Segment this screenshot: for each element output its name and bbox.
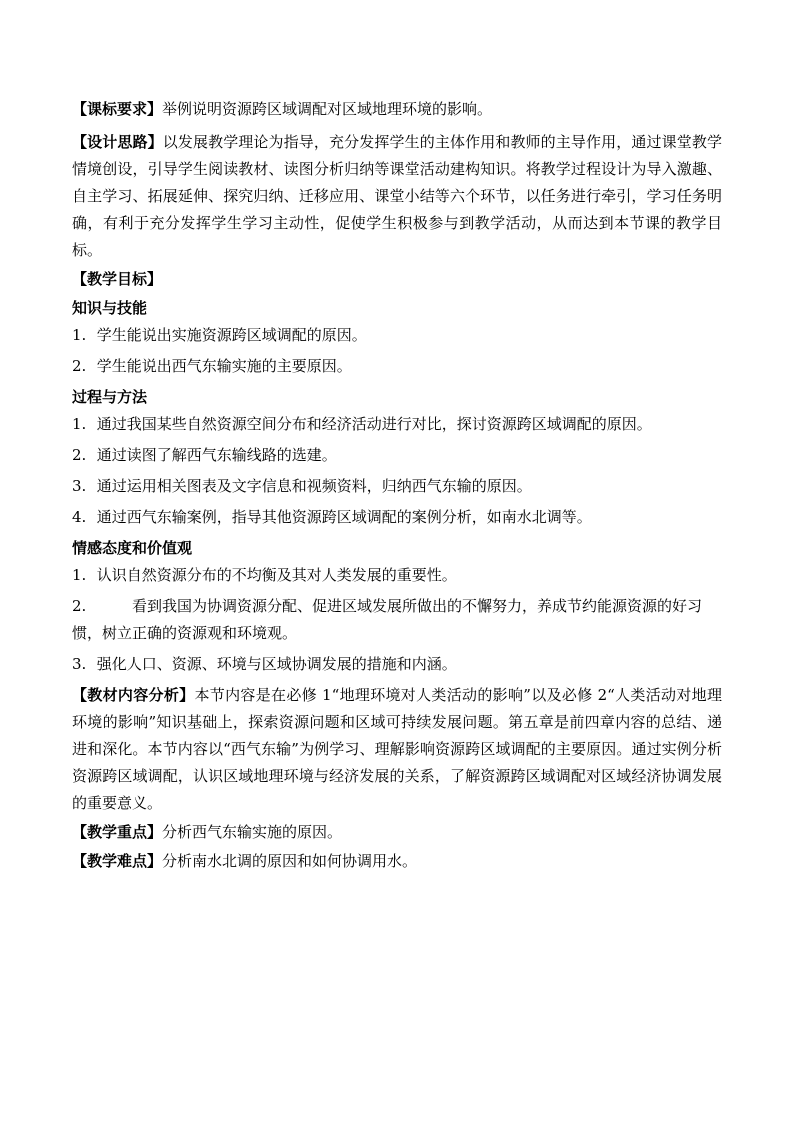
list-item	[72, 504, 722, 531]
list-item-text: 通过运用相关图表及文字信息和视频资料，归纳西气东输的原因。	[96, 477, 532, 495]
difficult-point-tag: 【教学难点】	[72, 852, 163, 870]
design-idea-text: 以发展教学理论为指导，充分发挥学生的主体作用和教师的主导作用，通过课堂教学情境创设，引导学生阅读教材、读图分析归纳等课堂活动建构知识。将教学过程设计为导入激趣、自主学习、拓展延伸、探究归纳、迁移应用、课堂小结等六个环节，以任务进行牵引，学习任务明确，有利于充分发挥学生学习主动性，促使学生积极参与到教学活动，从而达到本节课的教学目标。	[72, 133, 722, 259]
difficult-point	[72, 848, 722, 875]
list-item	[72, 651, 722, 678]
content-analysis-tag: 【教材内容分析】	[72, 686, 195, 704]
process-methods-heading: 过程与方法	[72, 388, 148, 406]
curriculum-standard-text: 举例说明资源跨区域调配对区域地理环境的影响。	[162, 100, 493, 118]
list-item-number: 1.	[72, 566, 87, 584]
content-analysis	[72, 682, 722, 817]
curriculum-standard-tag: 【课标要求】	[72, 100, 163, 118]
emotion-values-heading: 情感态度和价值观	[72, 539, 193, 557]
list-item-number: 4.	[72, 508, 87, 526]
list-item-number: 2.	[72, 357, 87, 375]
list-item-number: 2.	[72, 597, 87, 615]
list-item-text: 学生能说出西气东输实施的主要原因。	[96, 357, 352, 375]
list-item-text: 通过西气东输案例，指导其他资源跨区域调配的案例分析，如南水北调等。	[96, 508, 592, 526]
knowledge-skills-heading: 知识与技能	[72, 299, 148, 317]
document-page	[72, 96, 722, 877]
list-item-text: 通过读图了解西气东输线路的选建。	[96, 446, 337, 464]
list-item	[72, 322, 722, 349]
list-item	[72, 442, 722, 469]
content-analysis-text: 本节内容是在必修 1“地理环境对人类活动的影响”以及必修 2“人类活动对地理环境的影响”知识基础上，探索资源问题和区域可持续发展问题。第五章是前四章内容的总结、递进和深化。本节内容以“西气东输”为例学习、理解影响资源跨区域调配的主要原因。通过实例分析资源跨区域调配，认识区域地理环境与经济发展的关系，了解资源跨区域调配对区域经济协调发展的重要意义。	[72, 686, 722, 812]
key-point-tag: 【教学重点】	[72, 823, 163, 841]
difficult-point-text: 分析南水北调的原因和如何协调用水。	[162, 852, 418, 870]
list-item	[72, 411, 722, 438]
list-item-text: 认识自然资源分布的不均衡及其对人类发展的重要性。	[96, 566, 457, 584]
list-item-number: 2.	[72, 446, 87, 464]
list-item-number: 3.	[72, 655, 87, 673]
design-idea	[72, 129, 722, 264]
list-item	[72, 593, 722, 647]
list-item-text: 学生能说出实施资源跨区域调配的原因。	[96, 326, 367, 344]
list-item	[72, 562, 722, 589]
teaching-objectives-tag: 【教学目标】	[72, 270, 163, 288]
list-item	[72, 473, 722, 500]
design-idea-tag: 【设计思路】	[72, 133, 163, 151]
list-item-number: 1.	[72, 326, 87, 344]
key-point	[72, 819, 722, 846]
list-item	[72, 353, 722, 380]
curriculum-standard	[72, 96, 722, 123]
list-item-number: 3.	[72, 477, 87, 495]
teaching-objectives-heading	[72, 266, 722, 293]
key-point-text: 分析西气东输实施的原因。	[162, 823, 343, 841]
list-item-text: 通过我国某些自然资源空间分布和经济活动进行对比，探讨资源跨区域调配的原因。	[96, 415, 652, 433]
list-item-number: 1.	[72, 415, 87, 433]
list-item-text: 看到我国为协调资源分配、促进区域发展所做出的不懈努力，养成节约能源资源的好习惯，树立正确的资源观和环境观。	[72, 597, 703, 642]
list-item-text: 强化人口、资源、环境与区域协调发展的措施和内涵。	[96, 655, 457, 673]
